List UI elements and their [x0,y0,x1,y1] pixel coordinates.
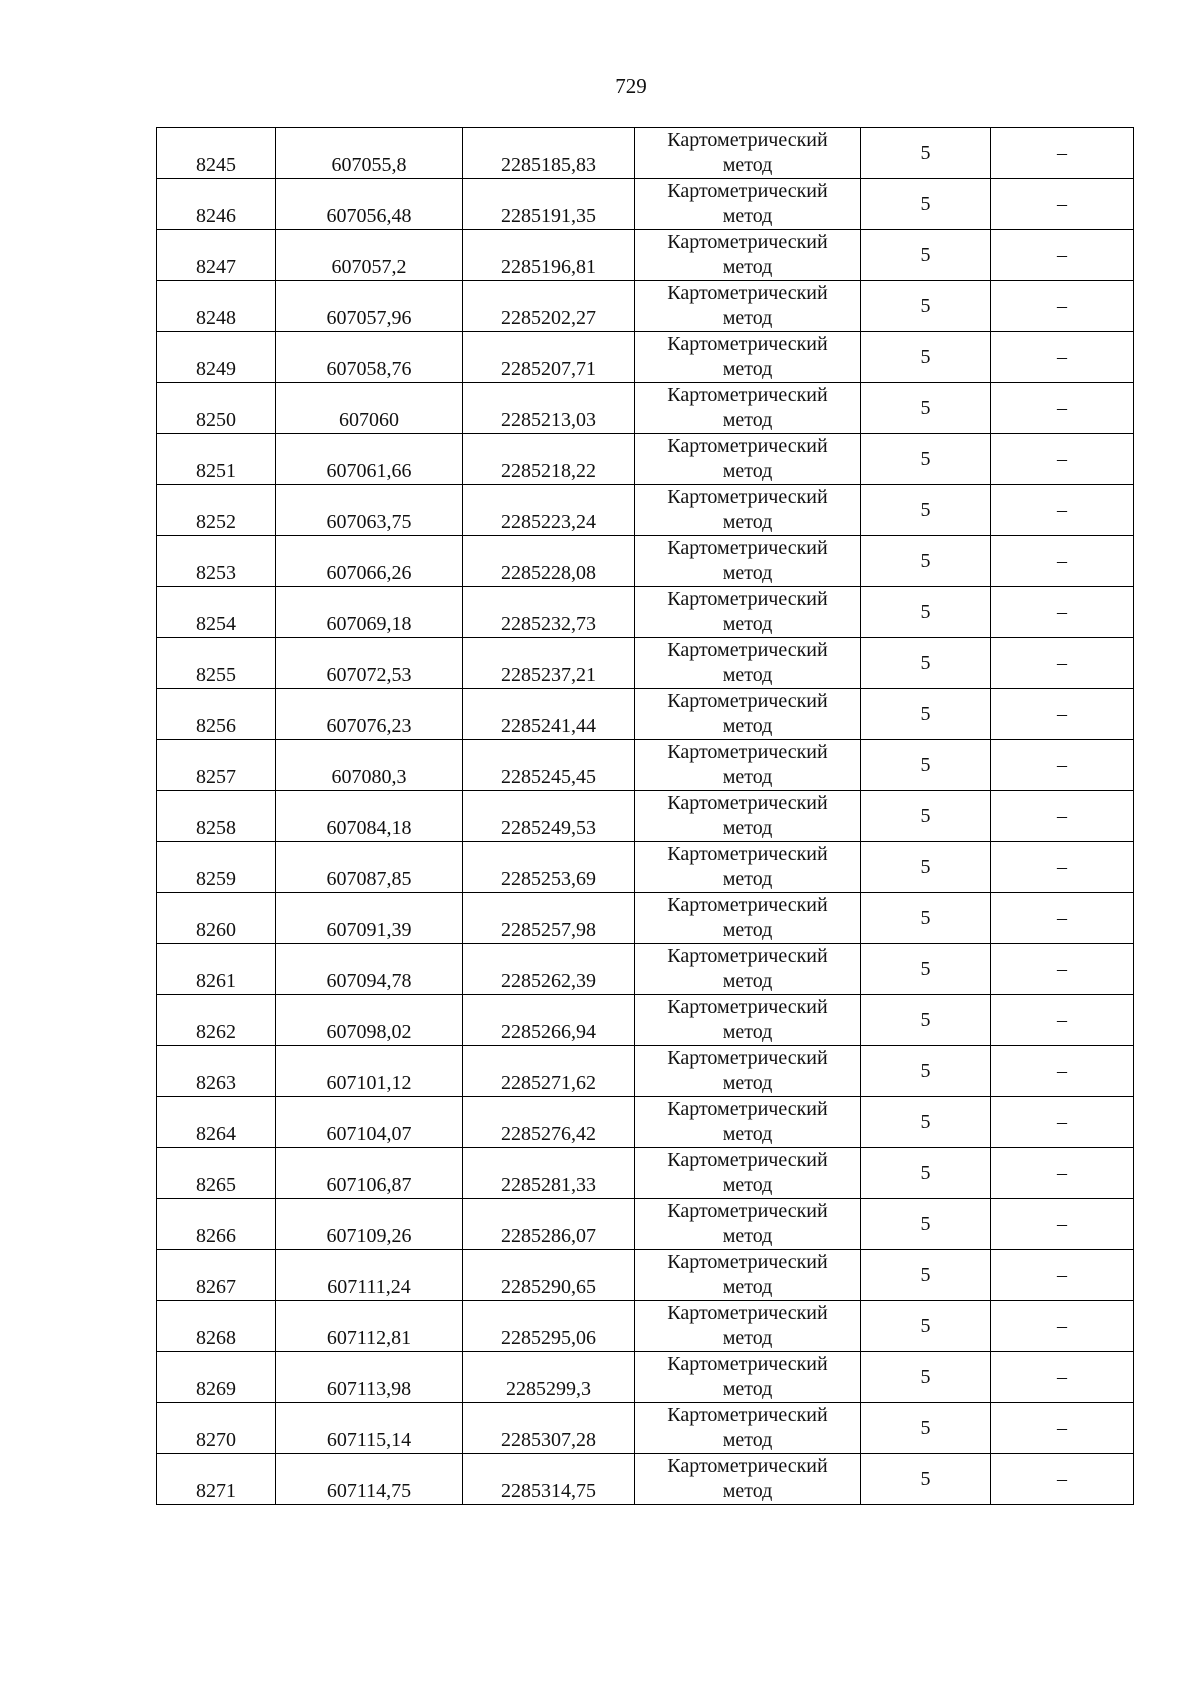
table-row [157,638,1134,689]
method-cell [635,1403,861,1454]
table-row [157,128,1134,179]
accuracy-cell: 5 [861,281,991,332]
method-line2: метод [722,1123,773,1145]
method-cell [635,332,861,383]
note-cell: – [991,1046,1134,1097]
y-coordinate-cell: 2285241,44 [463,689,635,740]
method-line2: метод [722,1174,773,1196]
accuracy-cell: 5 [861,1352,991,1403]
method-cell [635,791,861,842]
accuracy-cell: 5 [861,383,991,434]
method-cell [635,128,861,179]
y-coordinate-cell: 2285295,06 [463,1301,635,1352]
y-coordinate-cell: 2285276,42 [463,1097,635,1148]
method-line1: Картометрический [667,945,828,967]
accuracy-cell: 5 [861,1250,991,1301]
method-line2: метод [722,307,773,329]
note-cell: – [991,842,1134,893]
y-coordinate-cell: 2285237,21 [463,638,635,689]
accuracy-cell: 5 [861,944,991,995]
method-line1: Картометрический [667,1302,828,1324]
x-coordinate-cell: 607072,53 [276,638,463,689]
point-number-cell: 8271 [157,1454,276,1505]
method-line1: Картометрический [667,639,828,661]
y-coordinate-cell: 2285191,35 [463,179,635,230]
point-number-cell: 8257 [157,740,276,791]
y-coordinate-cell: 2285232,73 [463,587,635,638]
x-coordinate-cell: 607058,76 [276,332,463,383]
point-number-cell: 8260 [157,893,276,944]
point-number-cell: 8245 [157,128,276,179]
method-line1: Картометрический [667,741,828,763]
method-line1: Картометрический [667,129,828,151]
method-cell [635,434,861,485]
accuracy-cell: 5 [861,230,991,281]
note-cell: – [991,740,1134,791]
accuracy-cell: 5 [861,536,991,587]
method-line2: метод [722,562,773,584]
method-line2: метод [722,511,773,533]
table-row [157,1046,1134,1097]
method-line2: метод [722,1225,773,1247]
point-number-cell: 8255 [157,638,276,689]
method-cell [635,1097,861,1148]
note-cell: – [991,434,1134,485]
table-row [157,383,1134,434]
y-coordinate-cell: 2285307,28 [463,1403,635,1454]
method-line1: Картометрический [667,1098,828,1120]
note-cell: – [991,638,1134,689]
x-coordinate-cell: 607113,98 [276,1352,463,1403]
y-coordinate-cell: 2285266,94 [463,995,635,1046]
method-line1: Картометрический [667,180,828,202]
y-coordinate-cell: 2285228,08 [463,536,635,587]
point-number-cell: 8270 [157,1403,276,1454]
accuracy-cell: 5 [861,842,991,893]
x-coordinate-cell: 607084,18 [276,791,463,842]
table-row [157,1301,1134,1352]
x-coordinate-cell: 607087,85 [276,842,463,893]
accuracy-cell: 5 [861,893,991,944]
method-cell [635,536,861,587]
x-coordinate-cell: 607063,75 [276,485,463,536]
point-number-cell: 8269 [157,1352,276,1403]
note-cell: – [991,485,1134,536]
method-cell [635,1199,861,1250]
x-coordinate-cell: 607056,48 [276,179,463,230]
table-row [157,944,1134,995]
accuracy-cell: 5 [861,1097,991,1148]
point-number-cell: 8261 [157,944,276,995]
method-line1: Картометрический [667,1047,828,1069]
x-coordinate-cell: 607111,24 [276,1250,463,1301]
table-row [157,536,1134,587]
table-row [157,179,1134,230]
x-coordinate-cell: 607091,39 [276,893,463,944]
point-number-cell: 8253 [157,536,276,587]
method-line2: метод [722,919,773,941]
y-coordinate-cell: 2285196,81 [463,230,635,281]
x-coordinate-cell: 607094,78 [276,944,463,995]
accuracy-cell: 5 [861,1403,991,1454]
method-line2: метод [722,1480,773,1502]
note-cell: – [991,230,1134,281]
y-coordinate-cell: 2285249,53 [463,791,635,842]
method-cell [635,1301,861,1352]
note-cell: – [991,1148,1134,1199]
y-coordinate-cell: 2285286,07 [463,1199,635,1250]
point-number-cell: 8252 [157,485,276,536]
point-number-cell: 8246 [157,179,276,230]
table-row [157,842,1134,893]
x-coordinate-cell: 607069,18 [276,587,463,638]
table-row [157,587,1134,638]
note-cell: – [991,995,1134,1046]
note-cell: – [991,332,1134,383]
method-line1: Картометрический [667,1200,828,1222]
note-cell: – [991,1199,1134,1250]
x-coordinate-cell: 607101,12 [276,1046,463,1097]
accuracy-cell: 5 [861,179,991,230]
method-line1: Картометрический [667,690,828,712]
y-coordinate-cell: 2285185,83 [463,128,635,179]
table-row [157,740,1134,791]
x-coordinate-cell: 607114,75 [276,1454,463,1505]
method-line2: метод [722,409,773,431]
x-coordinate-cell: 607098,02 [276,995,463,1046]
table-row [157,689,1134,740]
note-cell: – [991,791,1134,842]
note-cell: – [991,1301,1134,1352]
y-coordinate-cell: 2285314,75 [463,1454,635,1505]
method-line2: метод [722,817,773,839]
method-line1: Картометрический [667,333,828,355]
method-cell [635,1454,861,1505]
accuracy-cell: 5 [861,1046,991,1097]
method-cell [635,383,861,434]
method-cell [635,587,861,638]
accuracy-cell: 5 [861,1454,991,1505]
note-cell: – [991,689,1134,740]
x-coordinate-cell: 607109,26 [276,1199,463,1250]
method-line1: Картометрический [667,486,828,508]
method-line1: Картометрический [667,231,828,253]
table-row [157,1097,1134,1148]
accuracy-cell: 5 [861,995,991,1046]
accuracy-cell: 5 [861,638,991,689]
method-line2: метод [722,1327,773,1349]
note-cell: – [991,281,1134,332]
method-line2: метод [722,1072,773,1094]
method-cell [635,842,861,893]
accuracy-cell: 5 [861,128,991,179]
method-cell [635,230,861,281]
method-cell [635,1250,861,1301]
point-number-cell: 8247 [157,230,276,281]
note-cell: – [991,179,1134,230]
method-line2: метод [722,256,773,278]
method-line1: Картометрический [667,282,828,304]
note-cell: – [991,1352,1134,1403]
method-line2: метод [722,1021,773,1043]
point-number-cell: 8265 [157,1148,276,1199]
method-line2: метод [722,613,773,635]
coordinates-table [156,127,1134,1505]
method-line2: метод [722,460,773,482]
table-row [157,1148,1134,1199]
point-number-cell: 8256 [157,689,276,740]
accuracy-cell: 5 [861,1148,991,1199]
point-number-cell: 8264 [157,1097,276,1148]
accuracy-cell: 5 [861,332,991,383]
method-cell [635,179,861,230]
table-row [157,1352,1134,1403]
method-line1: Картометрический [667,894,828,916]
y-coordinate-cell: 2285253,69 [463,842,635,893]
accuracy-cell: 5 [861,485,991,536]
x-coordinate-cell: 607115,14 [276,1403,463,1454]
x-coordinate-cell: 607061,66 [276,434,463,485]
table-row [157,485,1134,536]
method-line1: Картометрический [667,588,828,610]
point-number-cell: 8266 [157,1199,276,1250]
method-line1: Картометрический [667,1251,828,1273]
y-coordinate-cell: 2285299,3 [463,1352,635,1403]
y-coordinate-cell: 2285257,98 [463,893,635,944]
method-line1: Картометрический [667,1455,828,1477]
y-coordinate-cell: 2285207,71 [463,332,635,383]
point-number-cell: 8267 [157,1250,276,1301]
note-cell: – [991,128,1134,179]
x-coordinate-cell: 607076,23 [276,689,463,740]
x-coordinate-cell: 607106,87 [276,1148,463,1199]
method-cell [635,944,861,995]
note-cell: – [991,536,1134,587]
point-number-cell: 8254 [157,587,276,638]
method-line2: метод [722,1378,773,1400]
method-cell [635,740,861,791]
table-row [157,434,1134,485]
x-coordinate-cell: 607057,96 [276,281,463,332]
note-cell: – [991,587,1134,638]
point-number-cell: 8249 [157,332,276,383]
method-cell [635,638,861,689]
x-coordinate-cell: 607066,26 [276,536,463,587]
note-cell: – [991,1403,1134,1454]
point-number-cell: 8259 [157,842,276,893]
note-cell: – [991,1454,1134,1505]
method-cell [635,485,861,536]
accuracy-cell: 5 [861,791,991,842]
note-cell: – [991,1097,1134,1148]
method-cell [635,893,861,944]
point-number-cell: 8262 [157,995,276,1046]
method-line2: метод [722,1276,773,1298]
method-line2: метод [722,868,773,890]
x-coordinate-cell: 607060 [276,383,463,434]
y-coordinate-cell: 2285290,65 [463,1250,635,1301]
point-number-cell: 8248 [157,281,276,332]
method-line1: Картометрический [667,435,828,457]
accuracy-cell: 5 [861,689,991,740]
x-coordinate-cell: 607057,2 [276,230,463,281]
table-row [157,791,1134,842]
method-line1: Картометрический [667,1404,828,1426]
method-cell [635,1046,861,1097]
table-row [157,1454,1134,1505]
point-number-cell: 8251 [157,434,276,485]
y-coordinate-cell: 2285202,27 [463,281,635,332]
note-cell: – [991,1250,1134,1301]
table-row [157,893,1134,944]
method-line1: Картометрический [667,1353,828,1375]
y-coordinate-cell: 2285281,33 [463,1148,635,1199]
accuracy-cell: 5 [861,587,991,638]
table-row [157,1250,1134,1301]
x-coordinate-cell: 607055,8 [276,128,463,179]
method-line2: метод [722,154,773,176]
y-coordinate-cell: 2285223,24 [463,485,635,536]
table-row [157,230,1134,281]
x-coordinate-cell: 607080,3 [276,740,463,791]
table-row [157,281,1134,332]
method-line2: метод [722,715,773,737]
accuracy-cell: 5 [861,434,991,485]
note-cell: – [991,893,1134,944]
table-row [157,1199,1134,1250]
point-number-cell: 8250 [157,383,276,434]
method-line1: Картометрический [667,384,828,406]
accuracy-cell: 5 [861,1301,991,1352]
method-cell [635,689,861,740]
method-line2: метод [722,970,773,992]
table-row [157,995,1134,1046]
point-number-cell: 8268 [157,1301,276,1352]
table-row [157,332,1134,383]
y-coordinate-cell: 2285218,22 [463,434,635,485]
accuracy-cell: 5 [861,1199,991,1250]
method-line1: Картометрический [667,537,828,559]
accuracy-cell: 5 [861,740,991,791]
y-coordinate-cell: 2285213,03 [463,383,635,434]
method-line2: метод [722,664,773,686]
note-cell: – [991,944,1134,995]
method-line2: метод [722,1429,773,1451]
table-row [157,1403,1134,1454]
method-line1: Картометрический [667,843,828,865]
point-number-cell: 8258 [157,791,276,842]
method-line2: метод [722,358,773,380]
method-cell [635,1148,861,1199]
method-line2: метод [722,205,773,227]
x-coordinate-cell: 607112,81 [276,1301,463,1352]
page-number: 729 [615,74,647,98]
y-coordinate-cell: 2285271,62 [463,1046,635,1097]
method-line1: Картометрический [667,996,828,1018]
method-cell [635,995,861,1046]
note-cell: – [991,383,1134,434]
method-cell [635,1352,861,1403]
method-cell [635,281,861,332]
method-line1: Картометрический [667,1149,828,1171]
y-coordinate-cell: 2285262,39 [463,944,635,995]
y-coordinate-cell: 2285245,45 [463,740,635,791]
x-coordinate-cell: 607104,07 [276,1097,463,1148]
method-line1: Картометрический [667,792,828,814]
point-number-cell: 8263 [157,1046,276,1097]
table-body [157,128,1134,1505]
method-line2: метод [722,766,773,788]
